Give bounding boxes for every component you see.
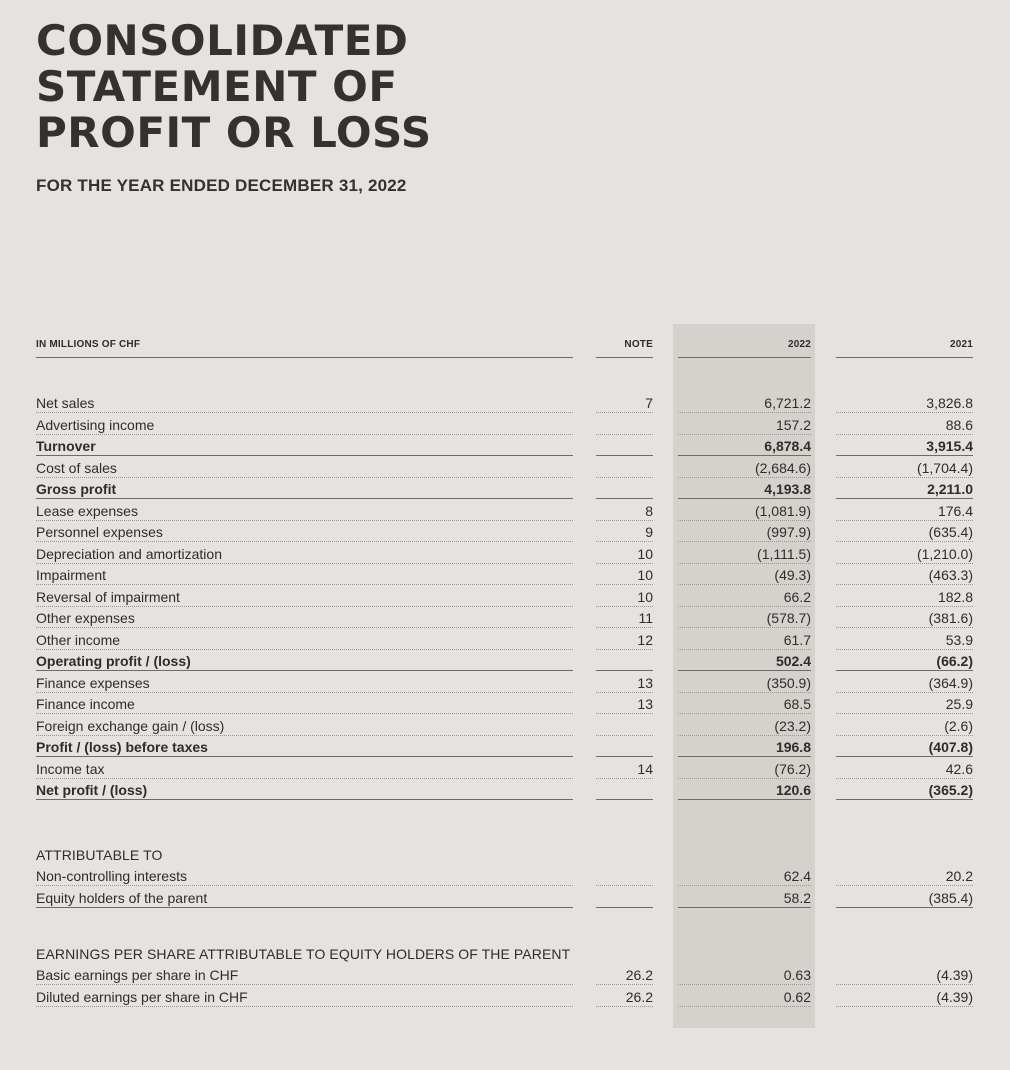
row-value-2022: (23.2) [678,716,811,736]
row-value-2022: (76.2) [678,759,811,779]
row-note [596,737,653,757]
row-label: Finance income [36,694,573,714]
row-note: 8 [596,501,653,521]
header-units: IN MILLIONS OF CHF [36,334,573,358]
row-value-2022: (578.7) [678,608,811,628]
row-value-2022: 6,721.2 [678,393,811,413]
table-row [0,780,1010,800]
row-value-2022: 61.7 [678,630,811,650]
row-value-2021: 3,826.8 [836,393,973,413]
row-value-2021: 25.9 [836,694,973,714]
row-value-2021: 53.9 [836,630,973,650]
title-line: PROFIT OR LOSS [36,108,432,157]
row-label: Equity holders of the parent [36,888,573,908]
row-value-2022: 0.62 [678,987,811,1007]
row-value-2021: (1,704.4) [836,458,973,478]
header-year-2022: 2022 [678,334,811,358]
eps-heading: EARNINGS PER SHARE ATTRIBUTABLE TO EQUITY HOLDERS OF THE PARENT [36,946,571,962]
table-row [0,565,1010,585]
row-note: 11 [596,608,653,628]
table-row [0,759,1010,779]
table-row [0,436,1010,456]
row-value-2022: (2,684.6) [678,458,811,478]
row-note: 10 [596,587,653,607]
row-value-2021: (381.6) [836,608,973,628]
row-value-2021: 88.6 [836,415,973,435]
row-label: Other expenses [36,608,573,628]
row-label: Turnover [36,436,573,456]
row-value-2021: 20.2 [836,866,973,886]
table-row [0,393,1010,413]
table-row [0,716,1010,736]
page-title [36,18,432,156]
row-label: Foreign exchange gain / (loss) [36,716,573,736]
table-row [0,630,1010,650]
table-row [0,737,1010,757]
table-row [0,458,1010,478]
row-value-2022: (1,081.9) [678,501,811,521]
row-note: 26.2 [596,987,653,1007]
row-label: Basic earnings per share in CHF [36,965,573,985]
table-row [0,694,1010,714]
table-row [0,987,1010,1007]
title-line: CONSOLIDATED [36,16,409,65]
row-label: Net sales [36,393,573,413]
row-note [596,436,653,456]
row-note: 9 [596,522,653,542]
table-row [0,479,1010,499]
row-value-2022: 157.2 [678,415,811,435]
row-note: 13 [596,673,653,693]
header-note: NOTE [596,334,653,358]
table-header [0,334,1010,354]
table-row [0,415,1010,435]
row-note [596,458,653,478]
row-note: 13 [596,694,653,714]
table-row [0,501,1010,521]
row-note [596,888,653,908]
row-value-2021: (635.4) [836,522,973,542]
header-year-2021: 2021 [836,334,973,358]
table-row [0,587,1010,607]
row-value-2022: (1,111.5) [678,544,811,564]
row-label: Reversal of impairment [36,587,573,607]
row-label: Lease expenses [36,501,573,521]
row-value-2022: 196.8 [678,737,811,757]
row-note [596,780,653,800]
row-note [596,866,653,886]
row-note: 26.2 [596,965,653,985]
row-value-2021: 3,915.4 [836,436,973,456]
row-label: Profit / (loss) before taxes [36,737,573,757]
table-row [0,965,1010,985]
row-label: Advertising income [36,415,573,435]
row-note: 7 [596,393,653,413]
row-label: Income tax [36,759,573,779]
attributable-heading: ATTRIBUTABLE TO [36,847,163,863]
row-value-2021: (385.4) [836,888,973,908]
row-note [596,716,653,736]
row-value-2021: (66.2) [836,651,973,671]
row-value-2022: 0.63 [678,965,811,985]
row-label: Personnel expenses [36,522,573,542]
row-value-2022: 120.6 [678,780,811,800]
row-value-2022: 66.2 [678,587,811,607]
eps-heading-row [0,944,1010,964]
row-value-2022: (350.9) [678,673,811,693]
row-label: Operating profit / (loss) [36,651,573,671]
row-value-2021: (364.9) [836,673,973,693]
row-note: 12 [596,630,653,650]
row-value-2021: 42.6 [836,759,973,779]
table-row [0,608,1010,628]
title-line: STATEMENT OF [36,62,398,111]
row-value-2021: 182.8 [836,587,973,607]
table-row [0,888,1010,908]
row-label: Gross profit [36,479,573,499]
row-note: 14 [596,759,653,779]
row-value-2021: (365.2) [836,780,973,800]
row-note [596,479,653,499]
row-label: Other income [36,630,573,650]
row-label: Finance expenses [36,673,573,693]
row-value-2022: 6,878.4 [678,436,811,456]
row-label: Net profit / (loss) [36,780,573,800]
table-row [0,544,1010,564]
row-label: Non-controlling interests [36,866,573,886]
row-value-2021: (1,210.0) [836,544,973,564]
table-row [0,866,1010,886]
page-subtitle: FOR THE YEAR ENDED DECEMBER 31, 2022 [36,176,407,195]
row-value-2021: (4.39) [836,965,973,985]
table-row [0,522,1010,542]
row-value-2022: 502.4 [678,651,811,671]
row-value-2022: 68.5 [678,694,811,714]
row-note: 10 [596,565,653,585]
attributable-heading-row [0,845,1010,865]
table-row [0,673,1010,693]
row-value-2021: (2.6) [836,716,973,736]
row-value-2022: 58.2 [678,888,811,908]
row-value-2022: 4,193.8 [678,479,811,499]
row-value-2022: (49.3) [678,565,811,585]
table-row [0,651,1010,671]
row-label: Impairment [36,565,573,585]
row-label: Depreciation and amortization [36,544,573,564]
row-value-2021: (4.39) [836,987,973,1007]
row-value-2022: 62.4 [678,866,811,886]
row-value-2021: (463.3) [836,565,973,585]
row-note [596,415,653,435]
row-note: 10 [596,544,653,564]
row-label: Diluted earnings per share in CHF [36,987,573,1007]
row-value-2021: 2,211.0 [836,479,973,499]
row-value-2021: (407.8) [836,737,973,757]
row-value-2021: 176.4 [836,501,973,521]
row-label: Cost of sales [36,458,573,478]
row-value-2022: (997.9) [678,522,811,542]
row-note [596,651,653,671]
